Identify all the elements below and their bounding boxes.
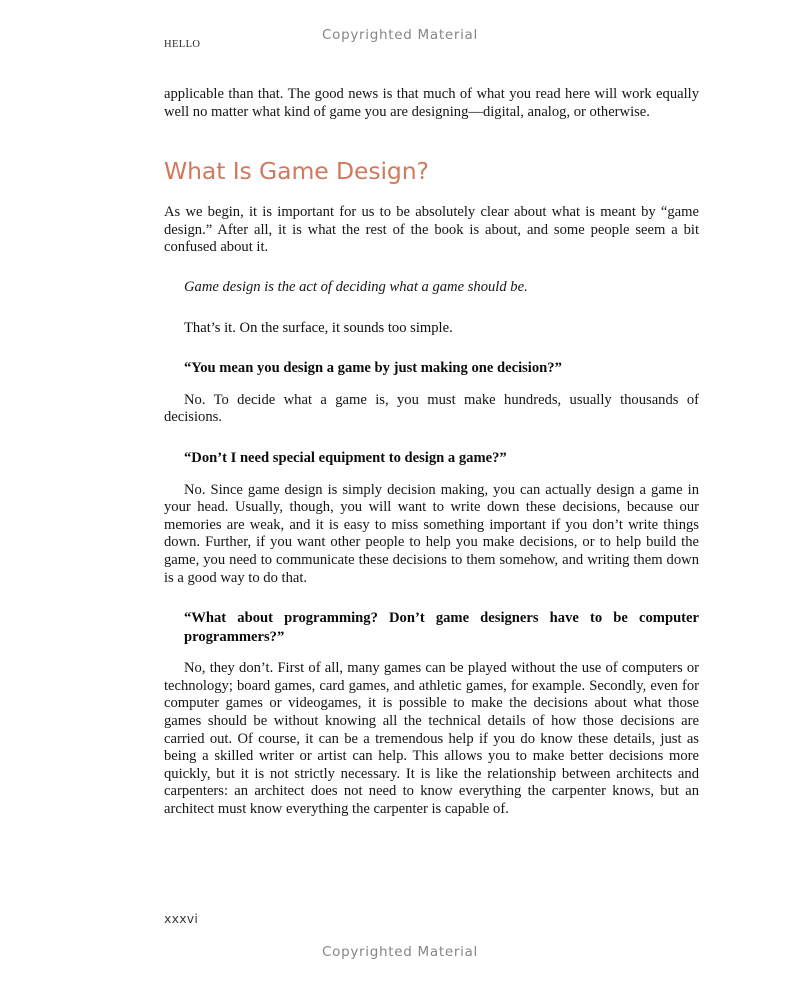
question-programming: “What about programming? Don’t game designers have to be computer programmers?” bbox=[184, 610, 699, 645]
paragraph-thats-it: That’s it. On the surface, it sounds too simple. bbox=[184, 319, 453, 336]
answer-one-decision: No. To decide what a game is, you must make hundreds, usually thousands of decisions. bbox=[164, 391, 699, 426]
paragraph-continuation: applicable than that. The good news is that much of what you read here will work equally well no matter what kind of game you are designing—digital, analog, or otherwise. bbox=[164, 86, 699, 120]
answer-equipment: No. Since game design is simply decision making, you can actually design a game in your head. Usually, though, you will want to write down these decisions, because our memories are weak, and it is easy to miss something important if you don’t write things down. Further, if you want other people to help you make decisions, or to help build the game, you need to communicate these decisions to them somehow, and writing them down is a good way to do that. bbox=[164, 481, 699, 586]
question-equipment: “Don’t I need special equipment to design a game?” bbox=[184, 449, 507, 466]
text-column bbox=[164, 86, 699, 819]
copyright-watermark-bottom: Copyrighted Material bbox=[322, 944, 478, 960]
copyright-watermark-top: Copyrighted Material bbox=[322, 27, 478, 43]
answer-programming: No, they don’t. First of all, many games can be played without the use of computers or technology; board games, card games, and athletic games, for example. Secondly, even for computer games or videogames, it is possible to make the decisions about what those games should be without knowing all the technical details of how those decisions are carried out. Of course, it can be a tremendous help if you do know these details, just as being a skilled writer or artist can help. This allows you to make better decisions more quickly, but it is not strictly necessary. It is like the relationship between architects and carpenters: an architect does not need to know everything the carpenter knows, but an architect must know everything the carpenter is capable of. bbox=[164, 660, 699, 818]
question-one-decision: “You mean you design a game by just making one decision?” bbox=[184, 360, 562, 377]
page-number: xxxvi bbox=[164, 911, 199, 926]
paragraph-intro: As we begin, it is important for us to be absolutely clear about what is meant by “game design.” After all, it is what the rest of the book is about, and some people seem a bit confused about it. bbox=[164, 204, 699, 256]
definition-line: Game design is the act of deciding what a game should be. bbox=[184, 278, 528, 295]
section-heading-wrap bbox=[164, 157, 699, 185]
running-head: HELLO bbox=[164, 39, 201, 50]
section-heading: What Is Game Design? bbox=[164, 157, 429, 186]
